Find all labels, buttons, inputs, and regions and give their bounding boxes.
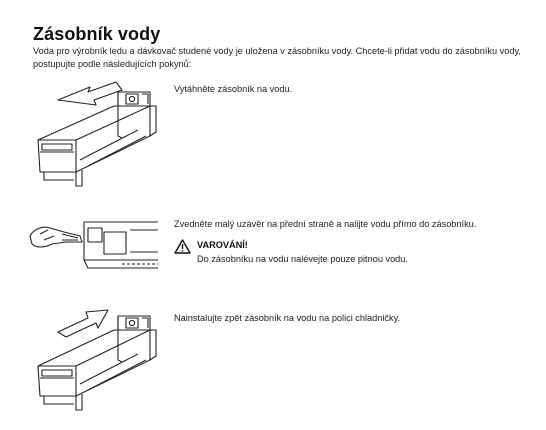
illustration-remove-tank <box>28 80 160 192</box>
warning-text: Do zásobníku na vodu nalévejte pouze pitnou vodu. <box>197 254 408 264</box>
step-1-text: Vytáhněte zásobník na vodu. <box>174 84 293 94</box>
illustration-fill-tank <box>26 212 160 282</box>
intro-paragraph: Voda pro výrobník ledu a dávkovač studené vody je uložena v zásobníku vody. Chcete-li přidat vodu do zásobníku vody, postupujte podle následujících pokynů: <box>33 46 521 69</box>
warning-triangle-icon <box>174 239 191 254</box>
warning-title: VAROVÁNÍ! <box>197 240 248 250</box>
section-heading: Zásobník vody <box>33 24 161 44</box>
step-2-text: Zvedněte malý uzávěr na přední straně a nalijte vodu přímo do zásobníku. <box>174 219 477 229</box>
illustration-install-tank <box>28 300 160 416</box>
step-3-text: Nainstalujte zpět zásobník na vodu na polici chladničky. <box>174 313 401 323</box>
